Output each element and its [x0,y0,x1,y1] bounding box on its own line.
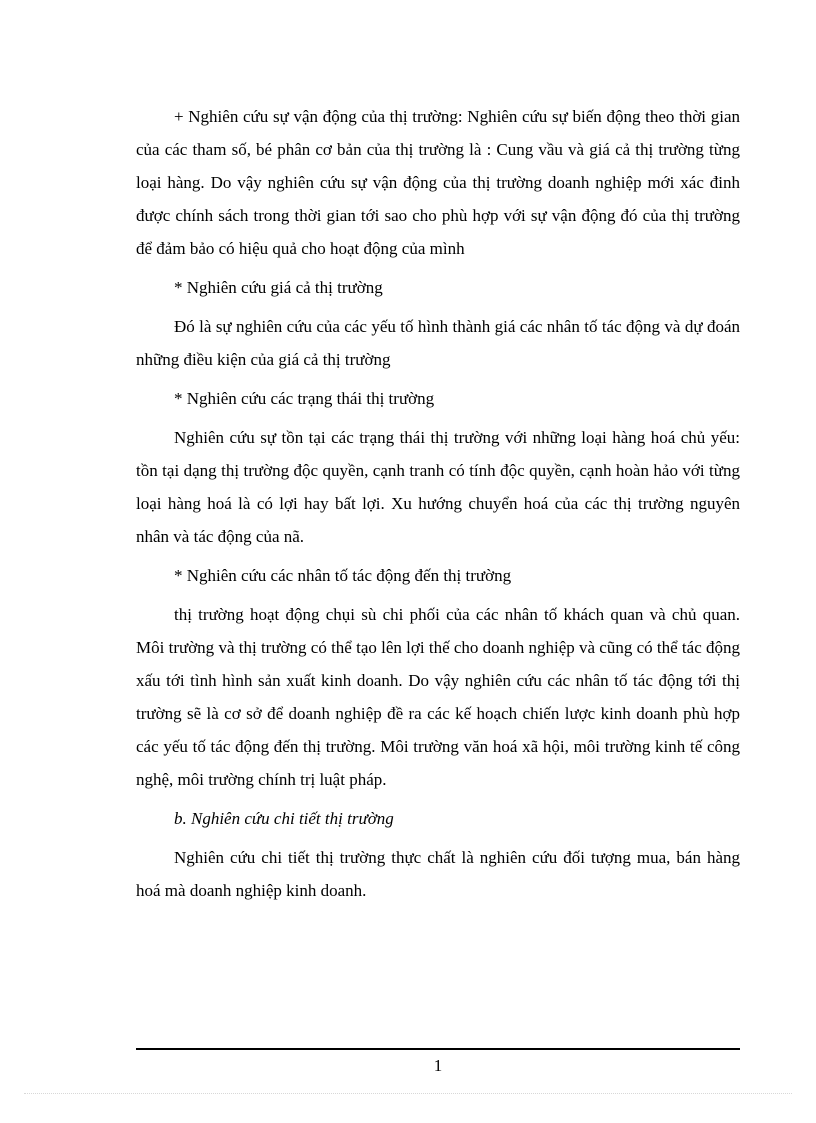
heading-market-price: * Nghiên cứu giá cả thị trường [174,278,383,297]
paragraph-market-movement: + Nghiên cứu sự vận động của thị trường: Nghiên cứu sự biến động theo thời gian của các tham số, bé phân cơ bản của thị trường là : Cung vầu và giá cả thị trường từng loại hàng. Do vậy nghiên cứu sự vận động của thị trường doanh nghiệp mới xác đinh được chính sách trong thời gian tới sao cho phù hợp với sự vận động đó của thị trường để đảm bảo có hiệu quả cho hoạt động của mình [136,107,740,258]
paragraph-market-factors: thị trường hoạt động chụi sù chi phối của các nhân tố khách quan và chủ quan. Môi trường và thị trường có thể tạo lên lợi thế cho doanh nghiệp và cũng có thể tác động xấu tới tình hình sản xuất kinh doanh. Do vậy nghiên cứu các nhân tố tác động tới thị trường sẽ là cơ sở để doanh nghiệp đề ra các kế hoạch chiến lược kinh doanh phù hợp các yếu tố tác động đến thị trường. Môi trường văn hoá xã hội, môi trường kinh tế công nghệ, môi trường chính trị luật pháp. [136,605,740,789]
footer-divider [136,1048,740,1050]
page-body [136,100,740,907]
heading-market-factors: * Nghiên cứu các nhân tố tác động đến thị trường [174,566,512,585]
paragraph-market-price: Đó là sự nghiên cứu của các yếu tố hình thành giá các nhân tố tác động và dự đoán những điều kiện của giá cả thị trường [136,317,740,369]
paragraph-market-states: Nghiên cứu sự tồn tại các trạng thái thị trường với những loại hàng hoá chủ yếu: tồn tại dạng thị trường độc quyền, cạnh tranh có tính độc quyền, cạnh hoàn hảo với từng loại hàng hoá là có lợi hay bất lợi. Xu hướng chuyển hoá của các thị trường nguyên nhân và tác động của nã. [136,428,740,546]
page-bottom-dotted-line [24,1093,792,1094]
heading-detailed-research: b. Nghiên cứu chi tiết thị trường [174,809,394,828]
paragraph-detailed-research: Nghiên cứu chi tiết thị trường thực chất là nghiên cứu đối tượng mua, bán hàng hoá mà doanh nghiệp kinh doanh. [136,848,740,900]
heading-market-states: * Nghiên cứu các trạng thái thị trường [174,389,435,408]
page-number: 1 [433,1056,443,1075]
